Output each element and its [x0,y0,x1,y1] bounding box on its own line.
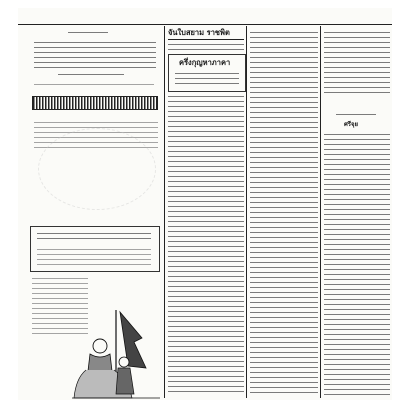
col2-title: จันใบสยาม ราชพิต [168,28,230,37]
col2-headline: ครึ่งกุญหาภาคา [179,58,231,67]
column-rule-2 [246,26,247,398]
col3-article-body [250,30,318,396]
col4-heading-line [336,112,376,117]
watermark-seal [38,128,156,210]
col1-notice-box [30,226,160,272]
col4-article-body [324,132,390,396]
newspaper-page [18,8,392,400]
col1-note [34,82,154,87]
etched-illustration [72,308,162,400]
col2-title-rule [168,39,244,40]
col2-dateline [168,42,244,52]
column-rule-3 [320,26,321,398]
masthead-rule [18,24,392,25]
ornamental-banner [32,96,158,110]
col1-signature [58,72,124,78]
col2-article-body [168,94,244,396]
col2-headline-box [168,54,246,92]
col4-article-top [324,30,390,94]
col1-article-body [34,40,156,68]
column-rule-1 [164,26,165,398]
col4-subhead: ศรีจุย [344,121,359,128]
